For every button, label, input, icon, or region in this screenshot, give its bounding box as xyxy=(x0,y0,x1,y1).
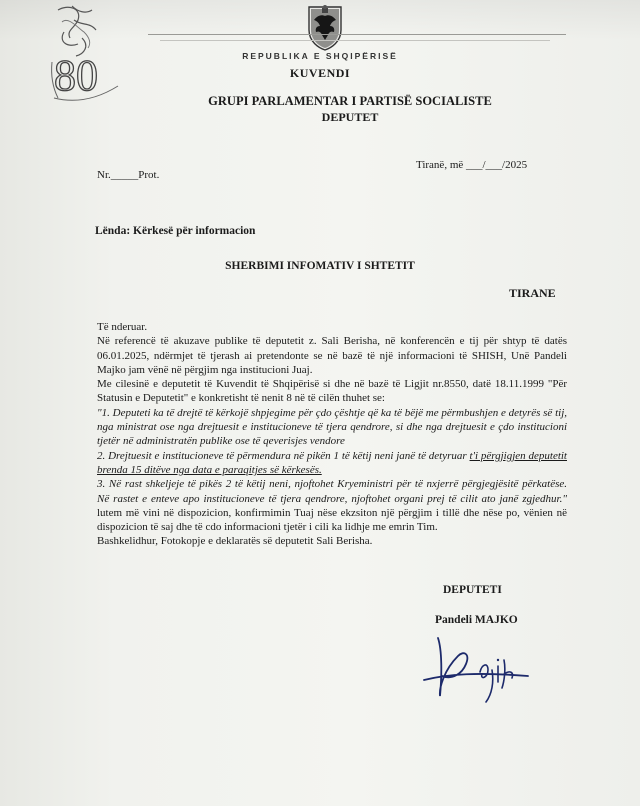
request-text: lutem më vini në dispozicion, konfirmimin Tuaj nëse ekzsiton një përgjim i tillë dhe nëse po, vënien në dispozicion të saj dhe të cdo informacioni tjetër i cili ka lidhje me emrin Tim. xyxy=(97,506,567,534)
recipient-name: SHERBIMI INFOMATIV I SHTETIT xyxy=(225,260,415,272)
greeting: Të nderuar. xyxy=(97,321,148,333)
attachment-note: Bashkelidhur, Fotokopje e deklaratës së deputetit Sali Berisha. xyxy=(97,535,373,548)
header-rule xyxy=(148,34,566,35)
place-date: Tiranë, më ___/___/2025 xyxy=(416,159,528,171)
handwritten-signature xyxy=(418,630,533,708)
subject-line: Lënda: Kërkesë për informacion xyxy=(95,225,256,237)
republic-label: REPUBLIKA E SHQIPËRISË xyxy=(242,51,398,61)
quote-point-2 xyxy=(97,449,567,478)
signatory-name: Pandeli MAJKO xyxy=(435,614,518,626)
quote-point-3-and-request xyxy=(97,477,567,534)
group-title: GRUPI PARLAMENTAR I PARTISË SOCIALISTE xyxy=(208,94,492,108)
quote-point-1: "1. Deputeti ka të drejtë të kërkojë shpjegime për çdo çështje që ka të bëjë me përmbushjen e detyrës së tij, nga ministrat ose nga drejtuesit e institucioneve të tjera qendrore, si dhe nga drejtuesit e çdo institucioni tjetër në administratën publike ose të qeverisjes vendore xyxy=(97,406,567,448)
header-rule-secondary xyxy=(160,40,550,41)
quote-point-2-text: 2. Drejtuesit e institucioneve të përmendura në pikën 1 të këtij neni janë të detyruar xyxy=(97,449,470,462)
signatory-title: DEPUTETI xyxy=(443,584,502,596)
paragraph-legal-basis: Me cilesinë e deputetit të Kuvendit të Shqipërisë si dhe në bazë të Ligjit nr.8550, datë 18.11.1999 "Për Statusin e Deputetit" e konkretisht të nenit 8 në të cilën thuhet se: xyxy=(97,378,567,405)
svg-text:80: 80 xyxy=(54,51,98,100)
recipient-city: TIRANE xyxy=(509,286,556,300)
quote-point-2-deadline: t'i përgjigjen deputetit brenda 15 ditëve nga data e paraqitjes së kërkesës. xyxy=(97,449,567,476)
protocol-number: Nr._____Prot. xyxy=(97,169,160,181)
quote-point-3: 3. Në rast shkeljeje të pikës 2 të këtij neni, njoftohet Kryeministri për të nxjerrë përgjegjësitë përkatëse. Në rastet e enteve apo institucioneve të tjera qendrore, njoftohet organi prej të cilit ato janë zgjedhur." xyxy=(97,478,567,505)
paragraph-accusation: Në referencë të akuzave publike të deputetit z. Sali Berisha, në konferencën e tij për shtyp të datës 06.01.2025, ndërmjet të tjerash ai pretendonte se në bazë të një informacioni të SHISH, Unë Pandeli Majko jam vënë në përgjim nga institucioni Juaj. xyxy=(97,335,567,376)
anniversary-80-logo xyxy=(48,2,124,102)
albanian-emblem-icon xyxy=(305,4,345,52)
institution-title: KUVENDI xyxy=(289,66,351,80)
letter-body xyxy=(97,320,567,549)
role-title: DEPUTET xyxy=(321,110,379,124)
